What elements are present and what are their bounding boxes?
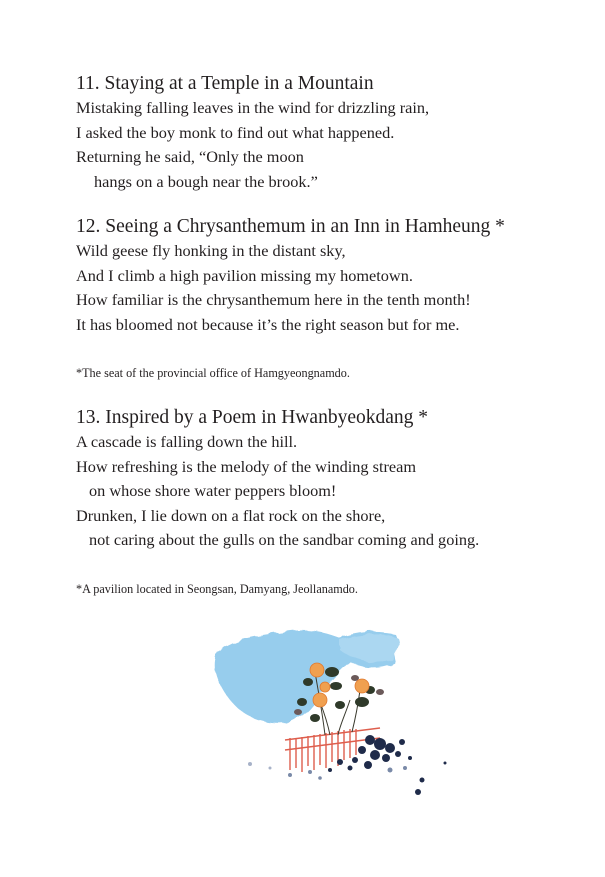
- sky-wash: [215, 630, 400, 722]
- poem-line: Mistaking falling leaves in the wind for drizzling rain,: [76, 98, 430, 117]
- poem-title: 12. Seeing a Chrysanthemum in an Inn in Hamheung *: [76, 216, 505, 237]
- poem-line: not caring about the gulls on the sandbar coming and going.: [89, 530, 480, 550]
- ink-dots: [248, 735, 447, 795]
- poem-line: hangs on a bough near the brook.”: [94, 171, 318, 191]
- footnote-12: *The seat of the provincial office of Hamgyeongnamdo.: [76, 366, 350, 380]
- poem-line: Wild geese fly honking in the distant sky,: [76, 241, 346, 260]
- footnote-13: *A pavilion located in Seongsan, Damyang, Jeollanamdo.: [76, 582, 358, 596]
- poem-line: Returning he said, “Only the moon: [76, 147, 304, 167]
- poem-12: [76, 215, 505, 337]
- poem-13: [76, 406, 479, 553]
- poem-line: Drunken, I lie down on a flat rock on the shore,: [76, 505, 386, 525]
- poem-line: How familiar is the chrysanthemum here in the tenth month!: [76, 290, 471, 310]
- poem-line: on whose shore water peppers bloom!: [89, 481, 337, 501]
- poem-line: It has bloomed not because it’s the right season but for me.: [76, 314, 460, 334]
- poem-line: And I climb a high pavilion missing my hometown.: [76, 265, 413, 285]
- poem-line: A cascade is falling down the hill.: [76, 432, 298, 451]
- poem-11: [76, 72, 429, 194]
- chrysanthemum-illustration: [190, 610, 460, 810]
- poem-title: 11. Staying at a Temple in a Mountain: [76, 73, 374, 94]
- poem-line: How refreshing is the melody of the winding stream: [76, 456, 417, 476]
- poem-title: 13. Inspired by a Poem in Hwanbyeokdang *: [76, 407, 429, 428]
- poem-line: I asked the boy monk to find out what happened.: [76, 122, 395, 142]
